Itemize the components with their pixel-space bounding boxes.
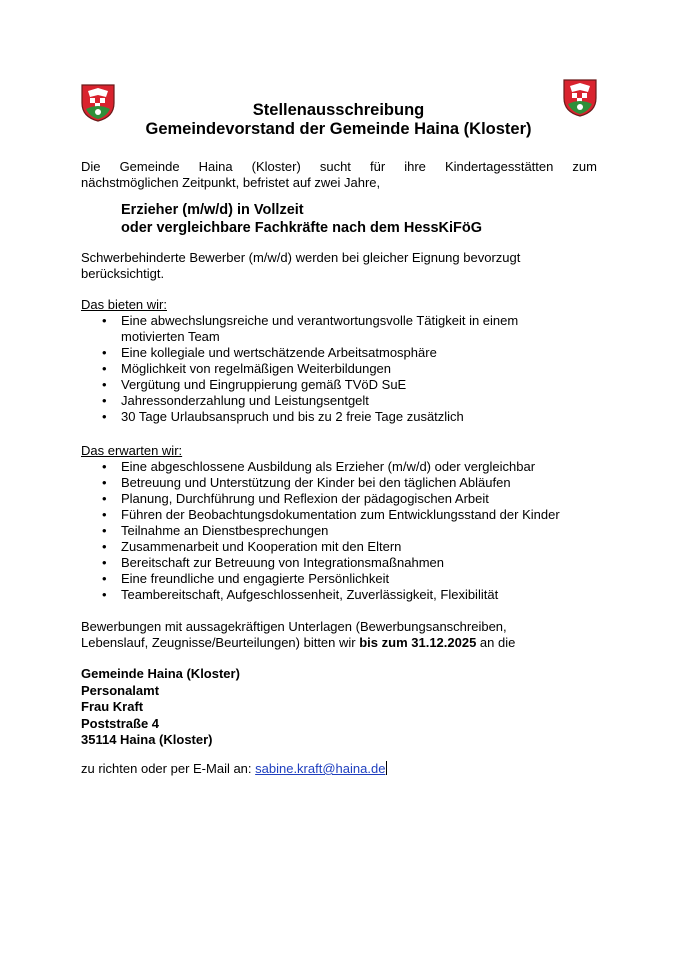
disability-note xyxy=(81,250,581,282)
list-item xyxy=(81,361,601,377)
list-item xyxy=(81,491,601,507)
list-item xyxy=(81,571,601,587)
postal-address xyxy=(81,666,240,749)
address-line: Frau Kraft xyxy=(81,699,144,714)
disability-note-line-2: berücksichtigt. xyxy=(81,266,165,281)
application-deadline: bis zum 31.12.2025 xyxy=(359,635,477,650)
list-item-text: Jahressonderzahlung und Leistungsentgelt xyxy=(121,393,369,408)
address-line: 35114 Haina (Kloster) xyxy=(81,732,213,747)
bullet-icon: • xyxy=(102,587,107,602)
bullet-icon: • xyxy=(102,539,107,554)
bullet-icon: • xyxy=(102,571,107,586)
bullet-icon: • xyxy=(102,475,107,490)
list-item xyxy=(81,539,601,555)
text-cursor xyxy=(386,761,387,775)
list-item-text: Bereitschaft zur Betreuung von Integrationsmaßnahmen xyxy=(121,555,445,570)
bullet-icon: • xyxy=(102,377,107,392)
application-paragraph xyxy=(81,619,601,651)
list-item-text: Möglichkeit von regelmäßigen Weiterbildungen xyxy=(121,361,392,376)
list-item xyxy=(81,523,601,539)
contact-line xyxy=(81,761,387,777)
application-text: Lebenslauf, Zeugnisse/Beurteilungen) bitten wir xyxy=(81,635,360,650)
bullet-icon: • xyxy=(102,313,107,328)
list-item-text: Eine kollegiale und wertschätzende Arbeitsatmosphäre xyxy=(121,345,437,360)
bullet-icon: • xyxy=(102,491,107,506)
list-item-text: Teilnahme an Dienstbesprechungen xyxy=(121,523,329,538)
bullet-icon: • xyxy=(102,409,107,424)
list-item xyxy=(81,475,601,491)
list-item-text: Teambereitschaft, Aufgeschlossenheit, Zuverlässigkeit, Flexibilität xyxy=(121,587,499,602)
list-item-text: Eine abwechslungsreiche und verantwortungsvolle Tätigkeit in einem xyxy=(121,313,519,328)
offer-list xyxy=(81,313,601,425)
job-title-line-2: oder vergleichbare Fachkräfte nach dem HessKiFöG xyxy=(121,220,483,236)
list-item xyxy=(81,587,601,603)
offer-heading: Das bieten wir: xyxy=(81,297,167,312)
list-item-text: Eine abgeschlossene Ausbildung als Erzieher (m/w/d) oder vergleichbar xyxy=(121,459,536,474)
list-item-text: 30 Tage Urlaubsanspruch und bis zu 2 freie Tage zusätzlich xyxy=(121,409,464,424)
application-text: an die xyxy=(476,635,516,650)
list-item-text: Führen der Beobachtungsdokumentation zum Entwicklungsstand der Kinder xyxy=(121,507,560,522)
list-item xyxy=(81,459,601,475)
list-item-text: Planung, Durchführung und Reflexion der pädagogischen Arbeit xyxy=(121,491,489,506)
job-title xyxy=(121,201,482,237)
list-item-text: Eine freundliche und engagierte Persönlichkeit xyxy=(121,571,390,586)
bullet-icon: • xyxy=(102,345,107,360)
list-item xyxy=(81,313,601,345)
bullet-icon: • xyxy=(102,393,107,408)
bullet-icon: • xyxy=(102,555,107,570)
email-link[interactable]: sabine.kraft@haina.de xyxy=(255,761,386,776)
list-item-text: Vergütung und Eingruppierung gemäß TVöD SuE xyxy=(121,377,407,392)
bullet-icon: • xyxy=(102,361,107,376)
intro-paragraph xyxy=(81,159,597,191)
intro-line-2: nächstmöglichen Zeitpunkt, befristet auf zwei Jahre, xyxy=(81,175,381,190)
list-item xyxy=(81,507,601,523)
application-line-2 xyxy=(81,635,601,651)
list-item xyxy=(81,345,601,361)
job-title-line-1: Erzieher (m/w/d) in Vollzeit xyxy=(121,202,304,218)
document-title xyxy=(80,101,597,139)
bullet-icon: • xyxy=(102,523,107,538)
list-item-text: motivierten Team xyxy=(121,329,220,344)
list-item xyxy=(81,377,601,393)
list-item xyxy=(81,409,601,425)
application-line-1: Bewerbungen mit aussagekräftigen Unterlagen (Bewerbungsanschreiben, xyxy=(81,619,507,634)
contact-prefix: zu richten oder per E-Mail an: xyxy=(81,761,256,776)
expect-list xyxy=(81,459,601,603)
list-item xyxy=(81,555,601,571)
address-line: Personalamt xyxy=(81,682,160,698)
bullet-icon: • xyxy=(102,459,107,474)
address-line: Poststraße 4 xyxy=(81,715,160,731)
list-item-text: Zusammenarbeit und Kooperation mit den Eltern xyxy=(121,539,402,554)
expect-heading: Das erwarten wir: xyxy=(81,443,183,458)
list-item-text: Betreuung und Unterstützung der Kinder bei den täglichen Abläufen xyxy=(121,475,511,490)
title-line-1: Stellenausschreibung xyxy=(252,101,425,119)
intro-line-1: Die Gemeinde Haina (Kloster) sucht für ihre Kindertagesstätten zum xyxy=(81,159,597,174)
address-line: Gemeinde Haina (Kloster) xyxy=(81,666,240,681)
disability-note-line-1: Schwerbehinderte Bewerber (m/w/d) werden bei gleicher Eignung bevorzugt xyxy=(81,250,521,265)
bullet-icon: • xyxy=(102,507,107,522)
title-line-2: Gemeindevorstand der Gemeinde Haina (Kloster) xyxy=(145,120,532,138)
list-item xyxy=(81,393,601,409)
